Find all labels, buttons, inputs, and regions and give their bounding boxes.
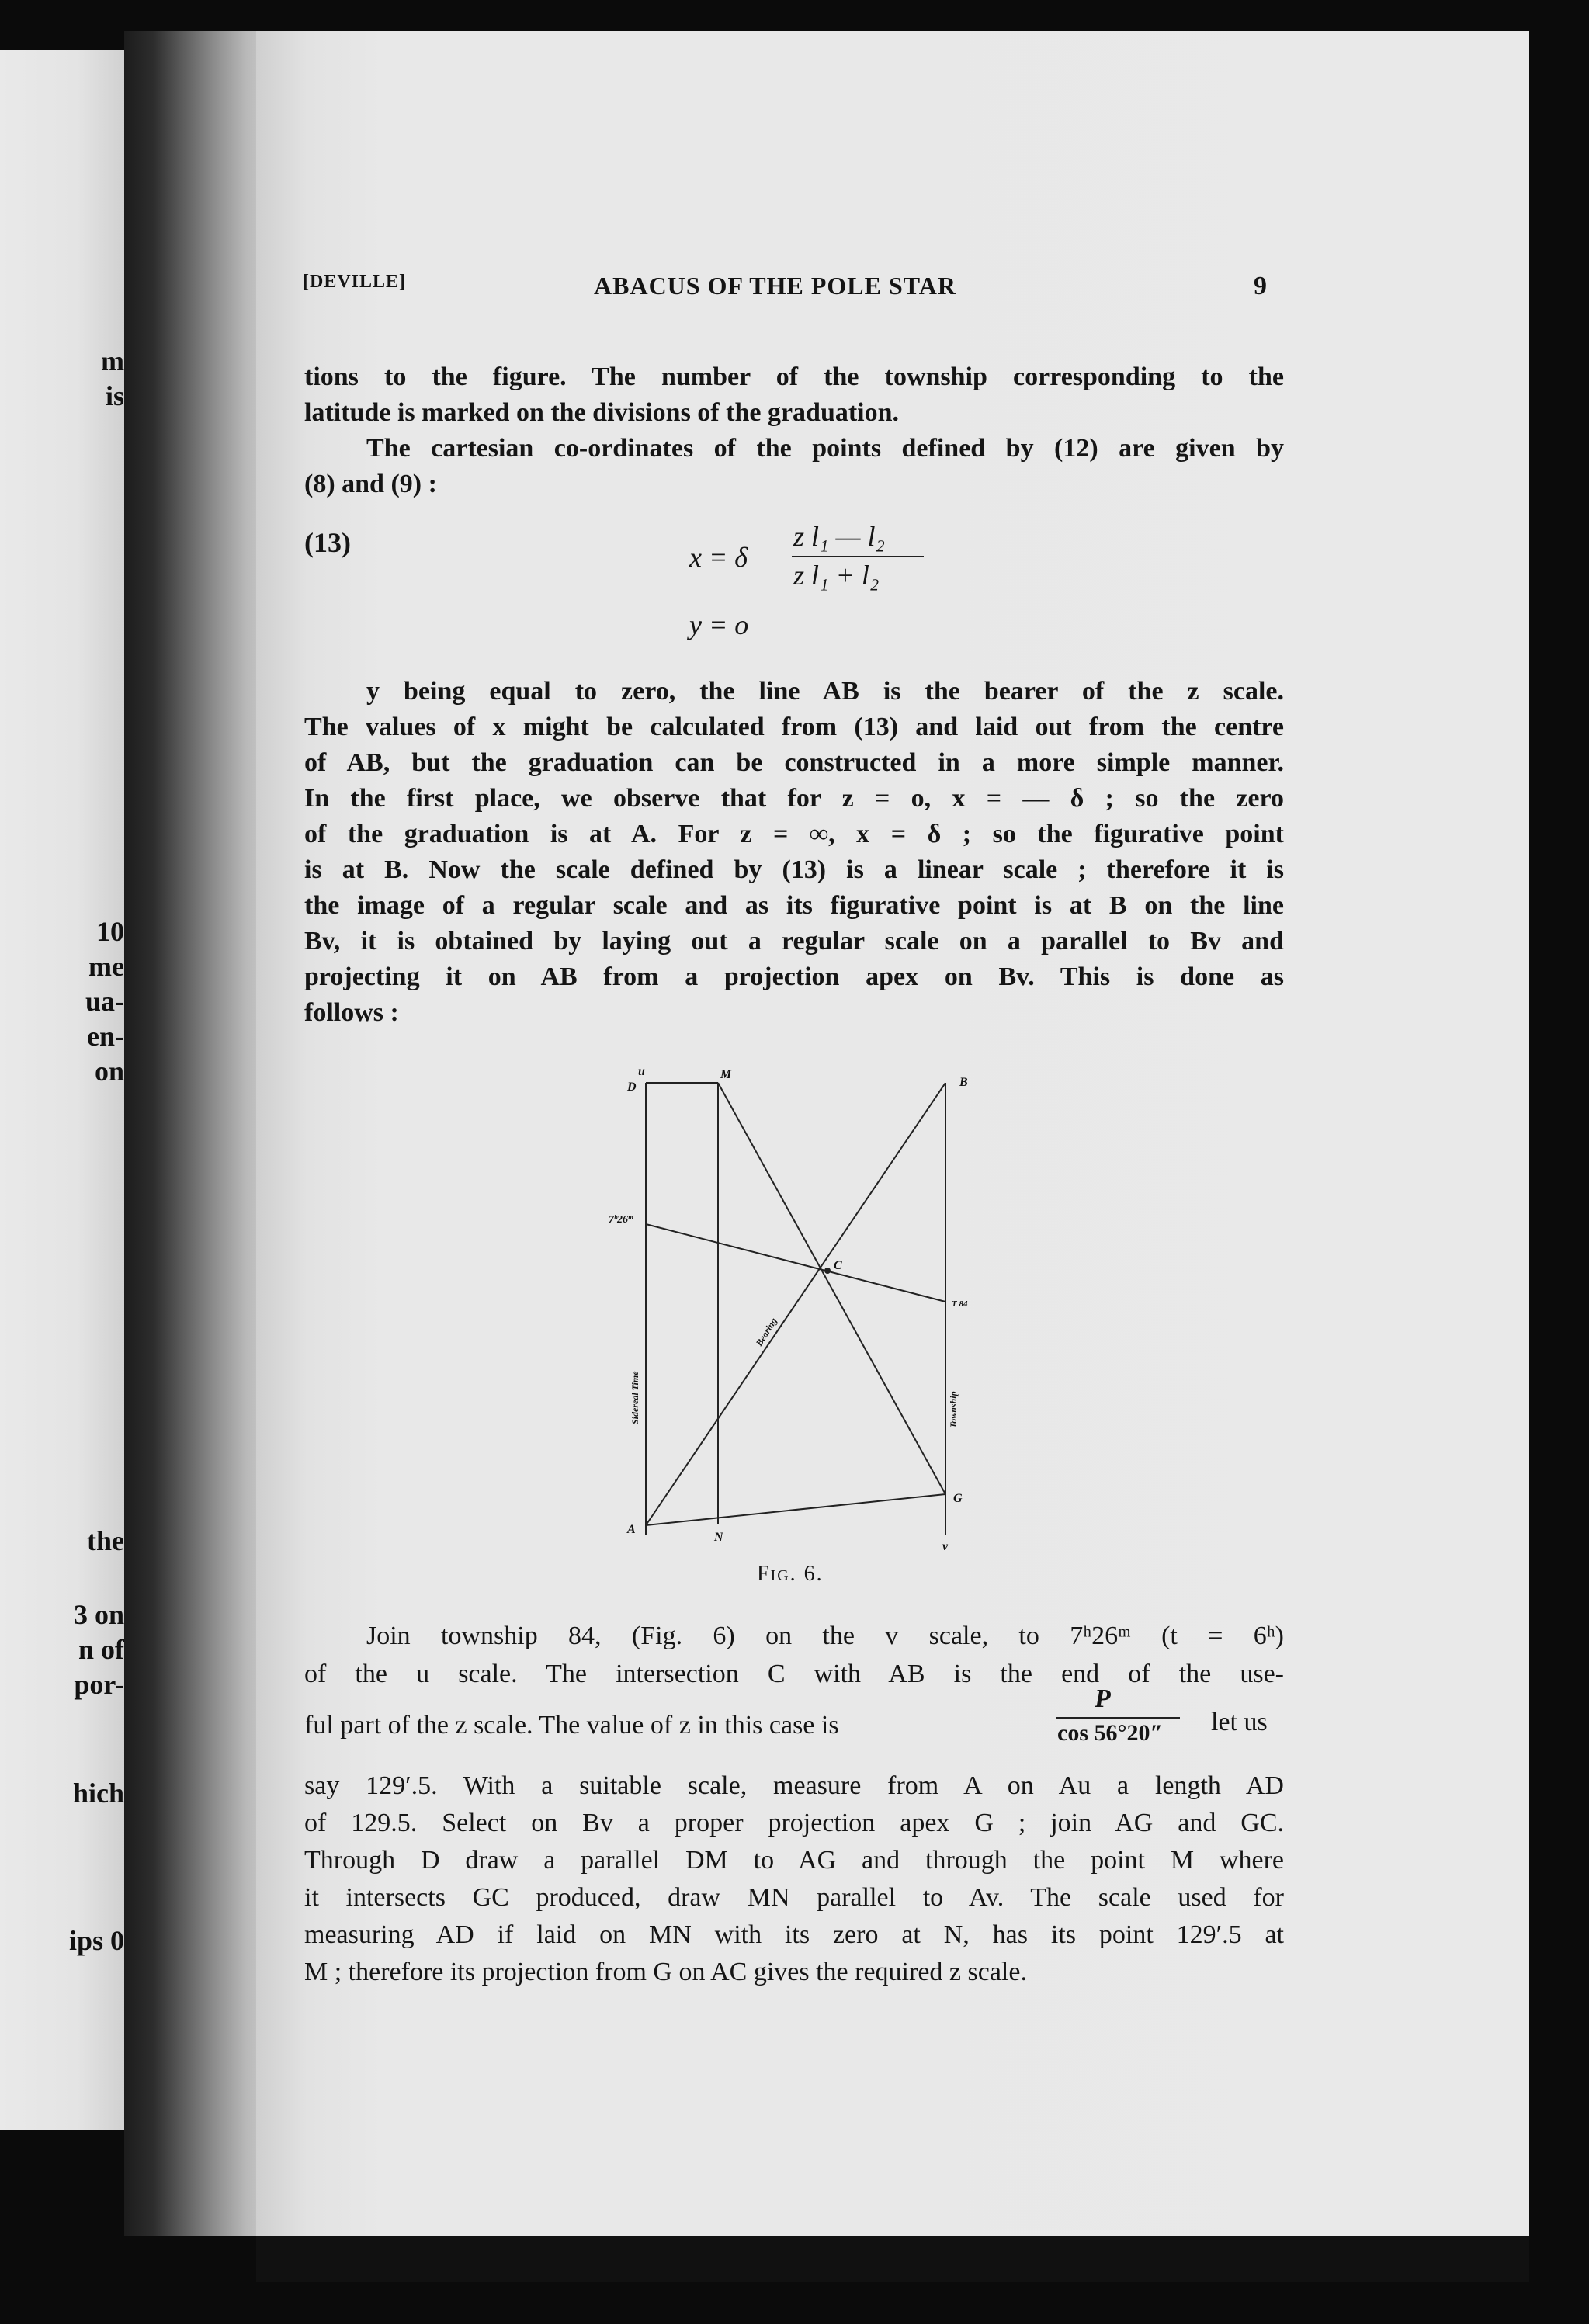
text-line: In the first place, we observe that for z = o, x = — δ ; so the zero — [304, 784, 1284, 813]
label-B: B — [959, 1076, 968, 1089]
text-line: The cartesian co-ordinates of the points defined by (12) are given by — [366, 434, 1284, 463]
text-line: of the graduation is at A. For z = ∞, x = δ ; so the figurative point — [304, 820, 1284, 848]
left-page-fragment: is — [105, 380, 124, 411]
text-line: Join township 84, (Fig. 6) on the v scale, to 7ʰ26ᵐ (t = 6ʰ) — [366, 1622, 1284, 1650]
text-line: of 129.5. Select on Bv a proper projection apex G ; join AG and GC. — [304, 1809, 1284, 1837]
figure-caption: Fig. 6. — [757, 1562, 824, 1586]
equation-number: (13) — [304, 527, 351, 558]
label-township-mark: T 84 — [952, 1299, 968, 1309]
fraction-denominator: cos 56°20″ — [1057, 1720, 1164, 1746]
text-line: tions to the figure. The number of the township corresponding to the — [304, 362, 1284, 391]
text-line: M ; therefore its projection from G on AC gives the required z scale. — [304, 1958, 1027, 1986]
text-line: projecting it on AB from a projection apex on Bv. This is done as — [304, 963, 1284, 991]
point-C — [824, 1268, 831, 1274]
text-line: follows : — [304, 998, 399, 1027]
figure-6-diagram — [609, 1060, 1001, 1556]
text-line: latitude is marked on the divisions of the graduation. — [304, 398, 900, 427]
equation-denominator: z l₁ + l₂ — [793, 560, 880, 591]
label-time-mark: 7ʰ26ᵐ — [609, 1214, 633, 1226]
page-number: 9 — [1254, 272, 1268, 300]
text-line: the image of a regular scale and as its figurative point is at B on the line — [304, 891, 1284, 920]
fraction-numerator: P — [1095, 1684, 1111, 1713]
left-page-fragment: por- — [74, 1669, 124, 1700]
axis-label-bearing: Bearing — [753, 1316, 779, 1348]
text-line: (8) and (9) : — [304, 470, 437, 498]
label-N: N — [714, 1531, 723, 1544]
page-bottom-edge — [256, 2236, 1529, 2282]
left-page-fragment: 10 — [96, 916, 124, 947]
label-A: A — [627, 1523, 636, 1536]
text-line: Bv, it is obtained by laying out a regular scale on a parallel to Bv and — [304, 927, 1284, 956]
label-G: G — [953, 1492, 963, 1505]
fraction-bar — [1056, 1717, 1180, 1719]
running-head-author: [DEVILLE] — [303, 272, 407, 292]
label-D: D — [627, 1080, 637, 1094]
left-page-fragment: n of — [78, 1634, 124, 1665]
left-page-fragment: m — [101, 345, 124, 376]
left-page-fragment: ips 0 — [68, 1925, 124, 1956]
left-page-fragment: ua- — [85, 986, 124, 1017]
label-C: C — [834, 1259, 842, 1272]
index-line — [646, 1224, 945, 1302]
text-line: say 129′.5. With a suitable scale, measure from A on Au a length AD — [304, 1771, 1284, 1800]
equation-numerator: z l₁ — l₂ — [793, 521, 886, 552]
line-AG — [646, 1494, 945, 1525]
text-line: y being equal to zero, the line AB is the bearer of the z scale. — [366, 677, 1284, 706]
text-line: The values of x might be calculated from (13) and laid out from the centre — [304, 713, 1284, 741]
left-page-fragment: hich — [72, 1778, 124, 1809]
label-u: u — [638, 1065, 645, 1078]
left-page-fragment: 3 on — [73, 1599, 124, 1630]
equation-fraction-bar — [792, 556, 924, 557]
axis-label-township: Township — [948, 1391, 959, 1428]
text-line: is at B. Now the scale defined by (13) is a linear scale ; therefore it is — [304, 855, 1284, 884]
equation-y-line: y = o — [689, 609, 749, 640]
left-page-fragment: me — [88, 951, 124, 982]
left-page-fragment: on — [94, 1056, 124, 1087]
text-line: measuring AD if laid on MN with its zero at N, has its point 129′.5 at — [304, 1920, 1284, 1949]
text-line: it intersects GC produced, draw MN parallel to Av. The scale used for — [304, 1883, 1284, 1912]
text-line: of the u scale. The intersection C with AB is the end of the use- — [304, 1660, 1284, 1688]
text-line: Through D draw a parallel DM to AG and through the point M where — [304, 1846, 1284, 1875]
label-M: M — [720, 1068, 732, 1081]
text-line: of AB, but the graduation can be constructed in a more simple manner. — [304, 748, 1284, 777]
line-AB — [646, 1083, 945, 1525]
equation-x-lhs: x = δ — [689, 542, 748, 573]
left-facing-page — [0, 50, 128, 2130]
left-page-fragment: the — [87, 1525, 124, 1556]
axis-label-sidereal-time: Sidereal Time — [630, 1371, 640, 1424]
running-head-title: ABACUS OF THE POLE STAR — [594, 272, 956, 300]
label-v: v — [942, 1540, 949, 1553]
line-MG — [718, 1083, 945, 1494]
text-line-tail: let us — [1211, 1708, 1268, 1736]
left-page-fragment: en- — [87, 1021, 124, 1052]
text-line: ful part of the z scale. The value of z in this case is — [304, 1711, 839, 1740]
